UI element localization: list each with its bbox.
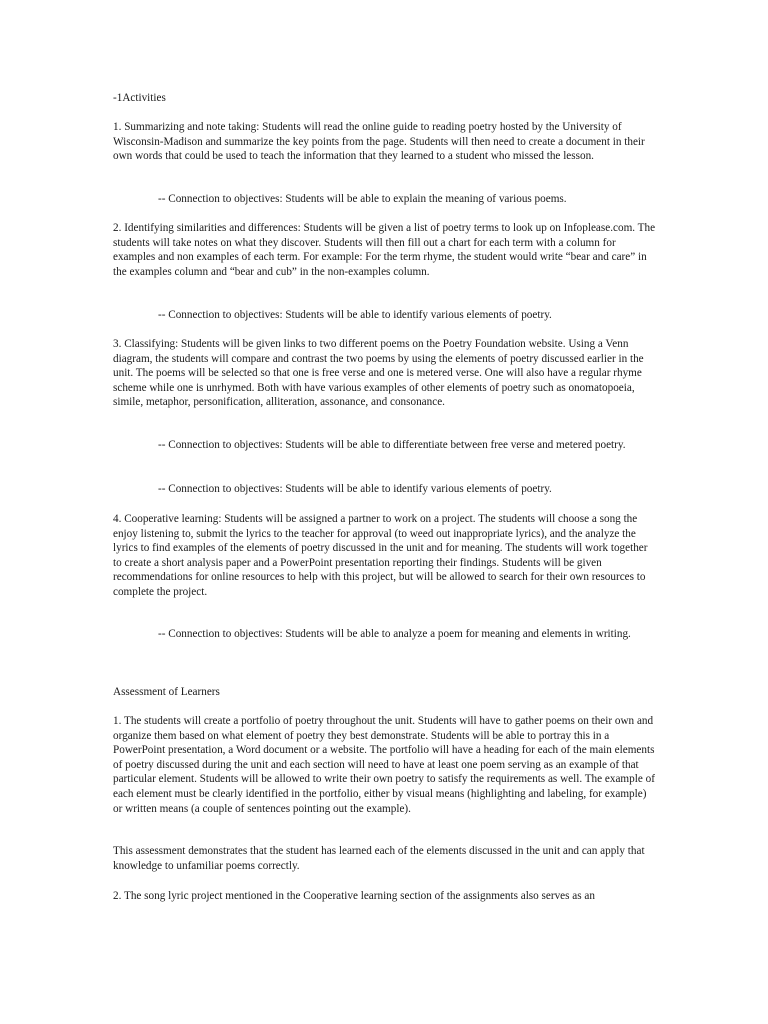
activity-1-paragraph: 1. Summarizing and note taking: Students will read the online guide to reading poetry hosted by the University of Wisconsin-Madison and summarize the key points from the page. Students will then need to create a document in their own words that could be used to teach the information that they learned to a student who missed the lesson. [113, 121, 645, 163]
activity-3-connection-b: -- Connection to objectives: Students will be able to identify various elements of poetry. [158, 483, 552, 495]
activities-heading: -1Activities [113, 92, 166, 104]
activity-1-connection: -- Connection to objectives: Students will be able to explain the meaning of various poems. [158, 193, 567, 205]
activity-4-connection: -- Connection to objectives: Students will be able to analyze a poem for meaning and elements in writing. [158, 628, 631, 640]
activity-2-connection: -- Connection to objectives: Students will be able to identify various elements of poetry. [158, 309, 552, 321]
assessment-1-paragraph: 1. The students will create a portfolio of poetry throughout the unit. Students will have to gather poems on their own and organize them based on what element of poetry they best demonstrate. Students will be able to portray this in a PowerPoint presentation, a Word document or a website. The portfolio will have a heading for each of the main elements of poetry discussed during the unit and each section will need to have at least one poem serving as an example of that particular element. Students will be allowed to write their own poetry to satisfy the requirements as well. The example of each element must be clearly identified in the portfolio, either by visual means (highlighting and labeling, for example) or written means (a couple of sentences pointing out the example). [113, 715, 655, 815]
assessment-2-paragraph: 2. The song lyric project mentioned in the Cooperative learning section of the assignments also serves as an [113, 890, 595, 902]
assessment-1-note: This assessment demonstrates that the student has learned each of the elements discussed in the unit and can apply that knowledge to unfamiliar poems correctly. [113, 845, 645, 872]
activity-3-paragraph: 3. Classifying: Students will be given links to two different poems on the Poetry Foundation website. Using a Venn diagram, the students will compare and contrast the two poems by using the elements of poetry discussed earlier in the unit. The poems will be selected so that one is free verse and one is metered verse. One will also have a regular rhyme scheme while one is unrhymed. Both with have various examples of other elements of poetry such as onomatopoeia, simile, metaphor, personification, alliteration, assonance, and consonance. [113, 338, 644, 409]
assessment-heading: Assessment of Learners [113, 686, 220, 698]
activity-4-paragraph: 4. Cooperative learning: Students will be assigned a partner to work on a project. The students will choose a song the enjoy listening to, submit the lyrics to the teacher for approval (to weed out inappropriate lyrics), and the analyze the lyrics to find examples of the elements of poetry discussed in the unit and for meaning. The students will work together to create a short analysis paper and a PowerPoint presentation reporting their findings. Students will be given recommendations for online resources to help with this project, but will be allowed to search for their own resources to complete the project. [113, 513, 648, 598]
activity-2-paragraph: 2. Identifying similarities and differences: Students will be given a list of poetry terms to look up on Infoplease.com. The students will take notes on what they discover. Students will then fill out a chart for each term with a column for examples and non examples of each term. For example: For the term rhyme, the student would write “bear and care” in the examples column and “bear and cub” in the non-examples column. [113, 222, 656, 278]
activity-3-connection-a: -- Connection to objectives: Students will be able to differentiate between free verse and metered poetry. [158, 439, 626, 451]
